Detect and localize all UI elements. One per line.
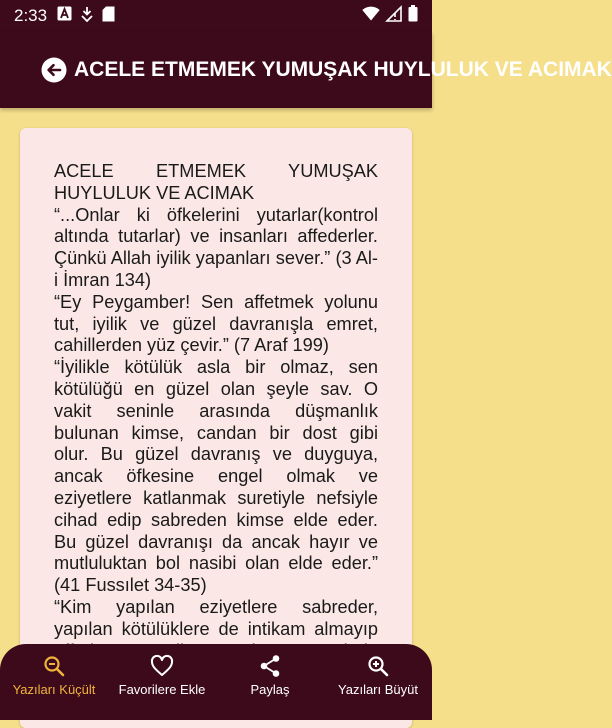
heart-icon — [150, 655, 174, 677]
notification-a-icon — [57, 6, 72, 26]
article-text — [54, 161, 378, 684]
nav-label: Paylaş — [250, 682, 290, 697]
nav-item-share[interactable] — [216, 644, 324, 720]
wifi-icon — [362, 6, 380, 26]
article-paragraph: “...Onlar ki öfkelerini yutarlar(kontrol altında tutarlar) ve insanları affederler. Çünkü Allah iyilik yapanları sever.” (3 Al-i İmran 134) — [54, 204, 378, 290]
zoom-out-icon — [43, 655, 65, 677]
share-icon — [259, 654, 281, 678]
sd-card-icon — [102, 6, 115, 27]
page-title: ACELE ETMEMEK YUMUŞAK HUYLULUK VE ACIMAK — [74, 58, 612, 81]
article-card[interactable] — [20, 128, 412, 728]
status-bar — [0, 0, 432, 32]
nav-item-shrink-text[interactable] — [0, 644, 108, 720]
zoom-in-icon — [367, 655, 389, 677]
nav-item-enlarge-text[interactable] — [324, 644, 432, 720]
article-paragraph: “Ey Peygamber! Sen affetmek yolunu tut, iyilik ve güzel davranışla emret, cahillerden yüz çevir.” (7 Araf 199) — [54, 291, 378, 356]
back-arrow-icon — [41, 57, 67, 83]
app-bar — [0, 32, 612, 108]
download-shield-icon — [80, 6, 94, 27]
article-paragraph: “İyilikle kötülük asla bir olmaz, sen kötülüğü en güzel olan şeyle sav. O vakit seninle arasında düşmanlık bulunan kimse, candan bir dost gibi olur. Bu güzel davranış ve duyguya, ancak öfkesine engel olmak ve eziyetlere katlanmak suretiyle nefsiyle cihad edip sabreden kimse elde eder. Bu güzel davranışı da ancak hayır ve mutluluktan bol nasibi olan elde eder.” (41 Fussılet 34-35) — [54, 357, 378, 596]
nav-label: Yazıları Büyüt — [338, 682, 418, 697]
article-paragraph: “Kim yapılan eziyetlere sabreder, yapılan kötülüklere de intikam almayıp — [54, 596, 378, 639]
back-button[interactable] — [40, 56, 68, 84]
battery-icon — [408, 5, 418, 27]
nav-item-add-favorite[interactable] — [108, 644, 216, 720]
article-heading: ACELE ETMEMEK YUMUŞAK HUYLULUK VE ACIMAK — [54, 161, 378, 203]
bottom-navigation — [0, 644, 432, 720]
status-time: 2:33 — [14, 6, 48, 25]
signal-icon — [386, 6, 402, 27]
nav-label: Favorilere Ekle — [118, 682, 206, 697]
nav-label: Yazıları Küçült — [12, 682, 96, 697]
